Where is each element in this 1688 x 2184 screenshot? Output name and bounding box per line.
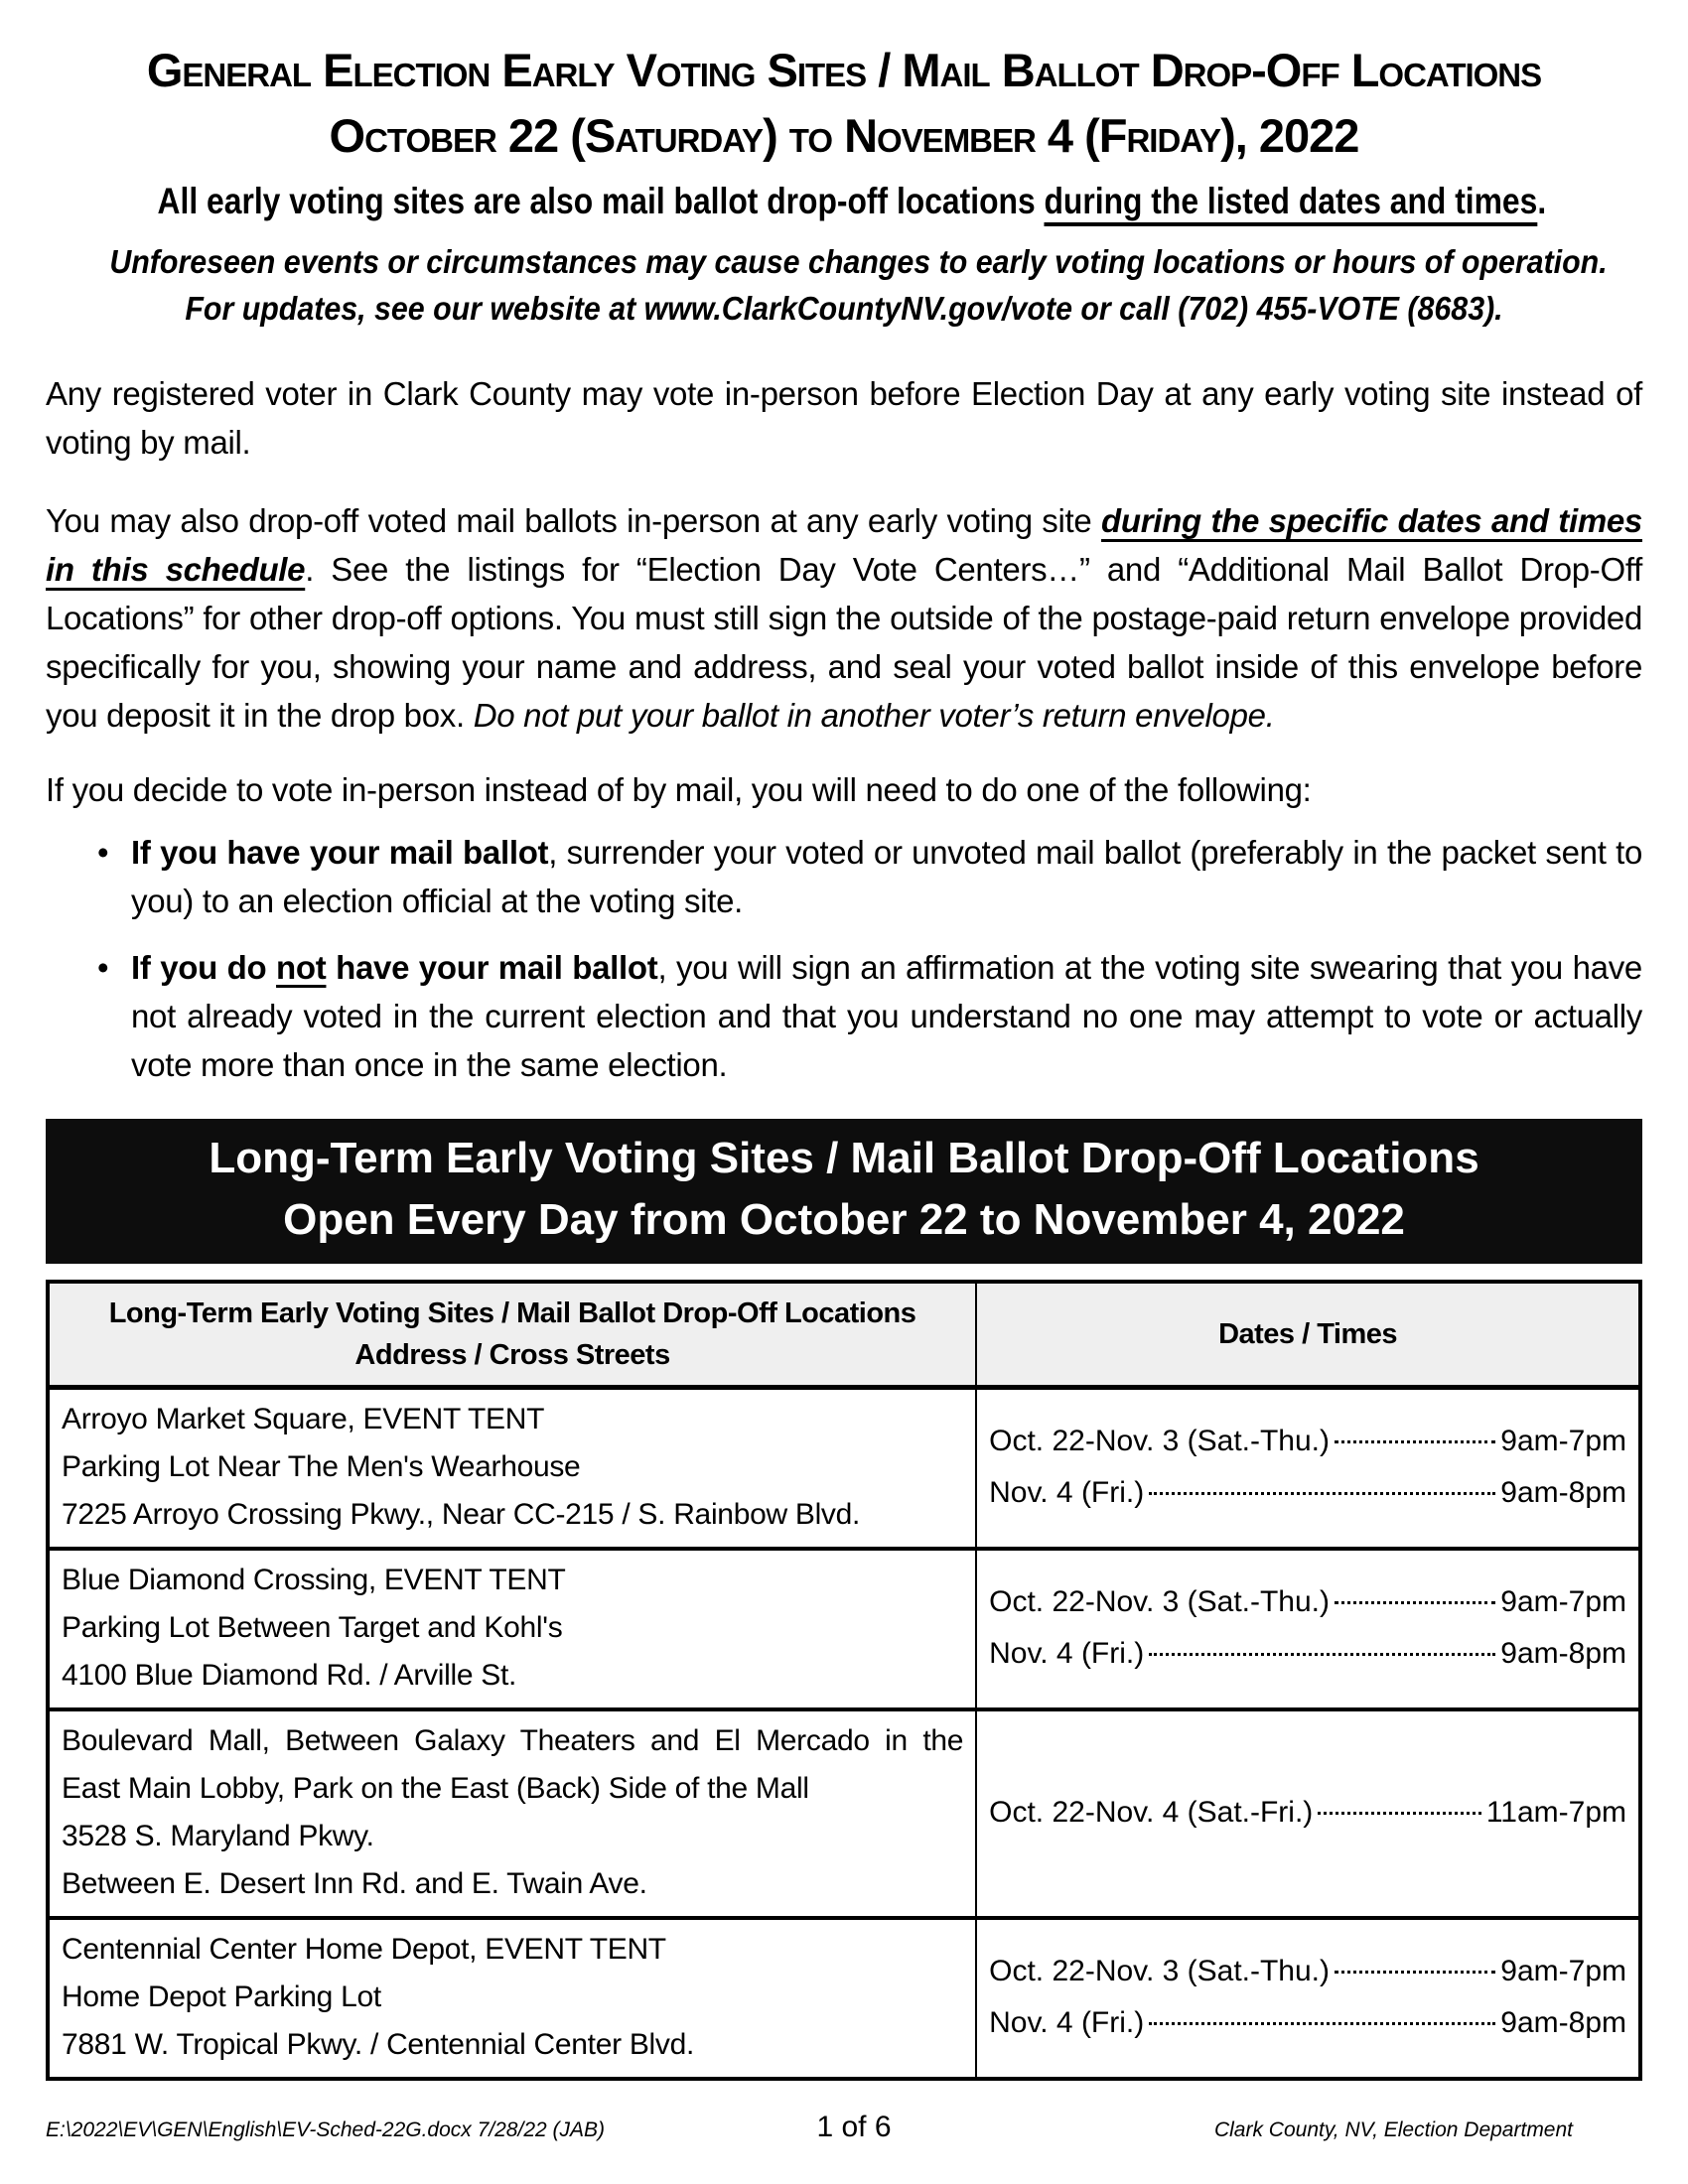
page-title xyxy=(46,38,1642,169)
location-cell xyxy=(48,1918,976,2079)
bullet-nothave-bold1: If you do xyxy=(131,949,277,986)
page-footer xyxy=(46,2111,1642,2144)
paragraph-dropoff xyxy=(46,496,1642,740)
bullet-item-have-ballot xyxy=(46,828,1642,925)
table-row xyxy=(48,1549,1640,1709)
schedule-times: 11am-7pm xyxy=(1485,1796,1626,1829)
schedule-line xyxy=(989,1946,1626,1997)
table-header-dates: Dates / Times xyxy=(976,1282,1640,1388)
schedule-line xyxy=(989,1416,1626,1467)
schedule-dates: Oct. 22-Nov. 3 (Sat.-Thu.) xyxy=(989,1955,1331,1987)
update-note xyxy=(46,238,1642,332)
schedule-dates: Nov. 4 (Fri.) xyxy=(989,1476,1145,1509)
update-note-line1: Unforeseen events or circumstances may cause changes to early voting locations or hours of operation. xyxy=(109,243,1608,280)
table-header-locations-line1: Long-Term Early Voting Sites / Mail Ballot Drop-Off Locations xyxy=(108,1297,916,1329)
location-line: Parking Lot Between Target and Kohl's xyxy=(62,1611,563,1644)
schedule-times: 9am-7pm xyxy=(1500,1955,1626,1987)
paragraph-decide: If you decide to vote in-person instead of by mail, you will need to do one of the following: xyxy=(46,771,1312,808)
location-line: 4100 Blue Diamond Rd. / Arville St. xyxy=(62,1659,517,1692)
schedule-times: 9am-8pm xyxy=(1500,1476,1626,1509)
schedule-times: 9am-7pm xyxy=(1500,1585,1626,1618)
schedule-line xyxy=(989,1467,1626,1519)
paragraph-dropoff-text1: You may also drop-off voted mail ballots in-person at any early voting site xyxy=(46,502,1102,539)
schedule-times: 9am-8pm xyxy=(1500,1637,1626,1670)
paragraph-dropoff-italic-end: Do not put your ballot in another voter’s return envelope. xyxy=(473,697,1275,734)
bullet-nothave-bold2: have your mail ballot xyxy=(326,949,658,986)
schedule-line xyxy=(989,1997,1626,2049)
dot-leader xyxy=(1318,1812,1481,1815)
subtitle xyxy=(157,181,1547,222)
update-note-line2: For updates, see our website at www.ClarkCountyNV.gov/vote or call (702) 455-VOTE (8683). xyxy=(185,290,1503,327)
paragraph-intro: Any registered voter in Clark County may vote in-person before Election Day at any early voting site instead of voting by mail. xyxy=(46,375,1642,461)
schedule-line xyxy=(989,1787,1626,1839)
location-line: Boulevard Mall, Between Galaxy Theaters and El Mercado in the East Main Lobby, Park on the East (Back) Side of the Mall xyxy=(62,1724,964,1805)
page-title-line2: October 22 (Saturday) to November 4 (Friday), 2022 xyxy=(329,109,1359,162)
bullet-nothave-rest: , you will sign an affirmation at the voting site swearing that you have not already voted in the current election and that you understand no one may attempt to vote or actually vote more than once in the same election. xyxy=(131,949,1642,1083)
dot-leader xyxy=(1335,1601,1495,1604)
table-header-row xyxy=(48,1282,1640,1388)
table-row xyxy=(48,1388,1640,1550)
schedule-dates: Oct. 22-Nov. 3 (Sat.-Thu.) xyxy=(989,1425,1331,1457)
dot-leader xyxy=(1335,1440,1495,1443)
subtitle-period: . xyxy=(1537,181,1547,221)
schedule-line xyxy=(989,1576,1626,1628)
footer-page-number: 1 of 6 xyxy=(816,2111,892,2143)
subtitle-underlined-text: during the listed dates and times xyxy=(1044,181,1538,221)
subtitle-text: All early voting sites are also mail ballot drop-off locations xyxy=(157,181,1045,221)
dates-cell xyxy=(976,1918,1640,2079)
dates-cell xyxy=(976,1388,1640,1550)
schedule-dates: Nov. 4 (Fri.) xyxy=(989,1637,1145,1670)
bullet-item-no-ballot xyxy=(46,943,1642,1089)
bullet-have-bold: If you have your mail ballot xyxy=(131,834,549,871)
dot-leader xyxy=(1149,2022,1495,2025)
schedule-dates: Nov. 4 (Fri.) xyxy=(989,2006,1145,2039)
location-line: Blue Diamond Crossing, EVENT TENT xyxy=(62,1564,566,1596)
bullet-nothave-not: not xyxy=(276,949,327,986)
paragraph-dropoff-emphasis: during the specific dates and times in this schedule xyxy=(46,502,1642,588)
table-header-locations xyxy=(48,1282,976,1388)
location-line: Centennial Center Home Depot, EVENT TENT xyxy=(62,1933,666,1966)
section-banner-line1: Long-Term Early Voting Sites / Mail Ballot Drop-Off Locations xyxy=(209,1134,1479,1182)
bullet-icon: • xyxy=(97,834,109,871)
location-line: 7881 W. Tropical Pkwy. / Centennial Center Blvd. xyxy=(62,2028,695,2061)
paragraph-dropoff-text2: . See the listings for “Election Day Vote Centers…” and “Additional Mail Ballot Drop-Off Locations” for other drop-off options. You must still sign the outside of the postage-paid return envelope provided specifically for you, showing your name and address, and seal your voted ballot inside of this envelope before you deposit it in the drop box. xyxy=(46,551,1642,734)
schedule-dates: Oct. 22-Nov. 4 (Sat.-Fri.) xyxy=(989,1796,1314,1829)
table-row xyxy=(48,1709,1640,1918)
dates-cell xyxy=(976,1549,1640,1709)
location-cell xyxy=(48,1549,976,1709)
bullet-icon: • xyxy=(97,949,109,986)
dot-leader xyxy=(1149,1492,1495,1495)
schedule-dates: Oct. 22-Nov. 3 (Sat.-Thu.) xyxy=(989,1585,1331,1618)
footer-file-path: E:\2022\EV\GEN\English\EV-Sched-22G.docx 7/28/22 (JAB) xyxy=(46,2118,606,2141)
location-line: 7225 Arroyo Crossing Pkwy., Near CC-215 / S. Rainbow Blvd. xyxy=(62,1498,861,1531)
dates-cell xyxy=(976,1709,1640,1918)
location-line: Home Depot Parking Lot xyxy=(62,1980,381,2013)
location-cell xyxy=(48,1388,976,1550)
schedule-times: 9am-7pm xyxy=(1500,1425,1626,1457)
location-cell xyxy=(48,1709,976,1918)
dot-leader xyxy=(1149,1653,1495,1656)
schedule-times: 9am-8pm xyxy=(1500,2006,1626,2039)
location-line: Arroyo Market Square, EVENT TENT xyxy=(62,1403,545,1435)
section-banner-line2: Open Every Day from October 22 to November 4, 2022 xyxy=(283,1195,1405,1244)
table-row xyxy=(48,1918,1640,2079)
section-banner xyxy=(46,1119,1642,1264)
table-header-locations-line2: Address / Cross Streets xyxy=(354,1339,670,1371)
page-title-line1: General Election Early Voting Sites / Mail Ballot Drop-Off Locations xyxy=(146,44,1542,96)
location-line: Parking Lot Near The Men's Wearhouse xyxy=(62,1450,581,1483)
schedule-line xyxy=(989,1628,1626,1680)
schedule-table xyxy=(46,1280,1642,2081)
dot-leader xyxy=(1335,1971,1495,1974)
bullet-have-rest: , surrender your voted or unvoted mail ballot (preferably in the packet sent to you) to an election official at the voting site. xyxy=(131,834,1643,919)
location-line: 3528 S. Maryland Pkwy. xyxy=(62,1820,374,1852)
location-line: Between E. Desert Inn Rd. and E. Twain Ave. xyxy=(62,1867,647,1900)
footer-department: Clark County, NV, Election Department xyxy=(1213,2118,1573,2141)
